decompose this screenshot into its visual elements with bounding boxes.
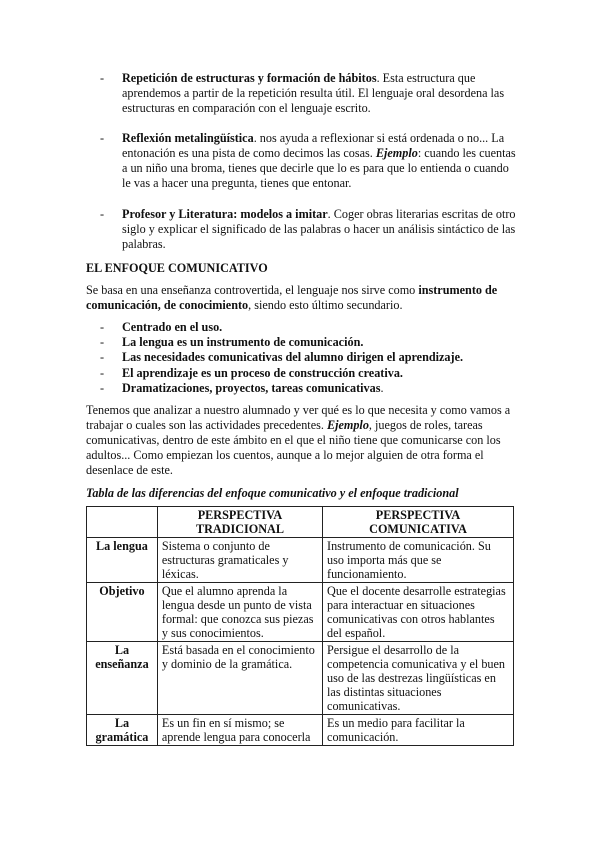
cell-traditional: Que el alumno aprenda la lengua desde un punto de vista formal: que conozca sus piezas y sus conocimientos. bbox=[157, 583, 322, 642]
comparison-table bbox=[86, 506, 514, 746]
item-text: . nos ayuda a reflexionar si está ordenada o no... La entonación es una pista de como decimos las cosas. bbox=[122, 131, 505, 160]
row-label: La gramática bbox=[87, 715, 158, 746]
example-label: Ejemplo bbox=[326, 418, 369, 432]
table-caption: Tabla de las diferencias del enfoque comunicativo y el enfoque tradicional bbox=[86, 486, 459, 500]
analysis-paragraph: Tenemos que analizar a nuestro alumnado y ver qué es lo que necesita y como vamos a trabajar o cuales son las actividades precedentes. Ejemplo, juegos de roles, tareas comunicativas, dentro de este ámbito en el que el niño tiene que comunicarse con los adultos... Como empiezan los cuentos, aunque a lo mejor alguien de otra forma el desenlace de este. bbox=[86, 403, 511, 477]
feature-item: - Las necesidades comunicativas del alumno dirigen el aprendizaje. bbox=[100, 350, 464, 365]
example-label: Ejemplo bbox=[375, 146, 418, 160]
cell-communicative: Es un medio para facilitar la comunicación. bbox=[323, 715, 514, 746]
intro-paragraph: Se basa en una enseñanza controvertida, el lenguaje nos sirve como instrumento de comunicación, de conocimiento, siendo esto último secundario. bbox=[86, 283, 498, 312]
feature-item: - El aprendizaje es un proceso de construcción creativa. bbox=[100, 365, 403, 380]
table-row bbox=[87, 538, 514, 583]
row-label: La lengua bbox=[87, 538, 158, 583]
item-text-cont: : cuando les cuentas a un niño una broma, tienes que decirle que lo es para que lo entienda o cuando le vas a hacer una pregunta, tienes que entonar. bbox=[122, 146, 516, 190]
table-header-row bbox=[87, 507, 514, 538]
header-empty bbox=[87, 507, 158, 538]
header-communicative: PERSPECTIVA COMUNICATIVA bbox=[323, 507, 514, 538]
table-row bbox=[87, 715, 514, 746]
item-title: Profesor y Literatura: modelos a imitar bbox=[122, 207, 328, 221]
cell-communicative: Que el docente desarrolle estrategias para interactuar en situaciones comunicativas con otros hablantes del español. bbox=[323, 583, 514, 642]
cell-communicative: Instrumento de comunicación. Su uso importa más que se funcionamiento. bbox=[323, 538, 514, 583]
list-item: - Reflexión metalingüística. nos ayuda a reflexionar si está ordenada o no... La entonación es una pista de como decimos las cosas. Ejemplo: cuando les cuentas a un niño una broma, tienes que decirle que lo es para que lo entienda o cuando le vas a hacer una pregunta, tienes que entonar. bbox=[100, 131, 516, 190]
feature-item: - La lengua es un instrumento de comunicación. bbox=[100, 335, 364, 350]
item-title: Repetición de estructuras y formación de hábitos bbox=[122, 71, 377, 85]
features-list bbox=[100, 320, 520, 396]
cell-traditional: Está basada en el conocimiento y dominio de la gramática. bbox=[157, 642, 322, 715]
table-row bbox=[87, 583, 514, 642]
item-text: . Esta estructura que aprendemos a partir de la repetición resulta útil. El lenguaje oral desordena las estructuras en comparación con el lenguaje escrito. bbox=[122, 71, 505, 115]
methods-list-3 bbox=[100, 207, 520, 252]
table-row bbox=[87, 642, 514, 715]
methods-list-2 bbox=[100, 131, 520, 191]
list-item: - Profesor y Literatura: modelos a imitar. Coger obras literarias escritas de otro siglo y explicar el significado de las palabras o hacer un análisis sintáctico de las palabras. bbox=[100, 207, 516, 251]
item-text: . Coger obras literarias escritas de otro siglo y explicar el significado de las palabras o hacer un análisis sintáctico de las palabras. bbox=[122, 207, 516, 251]
row-label: La enseñanza bbox=[87, 642, 158, 715]
cell-communicative: Persigue el desarrollo de la competencia comunicativa y el buen uso de las destrezas lingüísticas en las distintas situaciones comunicativas. bbox=[323, 642, 514, 715]
cell-traditional: Es un fin en sí mismo; se aprende lengua para conocerla bbox=[157, 715, 322, 746]
header-traditional: PERSPECTIVA TRADICIONAL bbox=[157, 507, 322, 538]
section-title: EL ENFOQUE COMUNICATIVO bbox=[86, 261, 268, 275]
row-label: Objetivo bbox=[87, 583, 158, 642]
cell-traditional: Sistema o conjunto de estructuras gramaticales y léxicas. bbox=[157, 538, 322, 583]
list-item: - Repetición de estructuras y formación de hábitos. Esta estructura que aprendemos a partir de la repetición resulta útil. El lenguaje oral desordena las estructuras en comparación con el lenguaje escrito. bbox=[100, 71, 505, 115]
methods-list bbox=[100, 71, 520, 116]
feature-item: - Dramatizaciones, proyectos, tareas comunicativas. bbox=[100, 380, 384, 395]
item-title: Reflexión metalingüística bbox=[122, 131, 254, 145]
intro-bold: instrumento de comunicación, de conocimiento bbox=[86, 283, 498, 312]
feature-item: - Centrado en el uso. bbox=[100, 320, 223, 334]
